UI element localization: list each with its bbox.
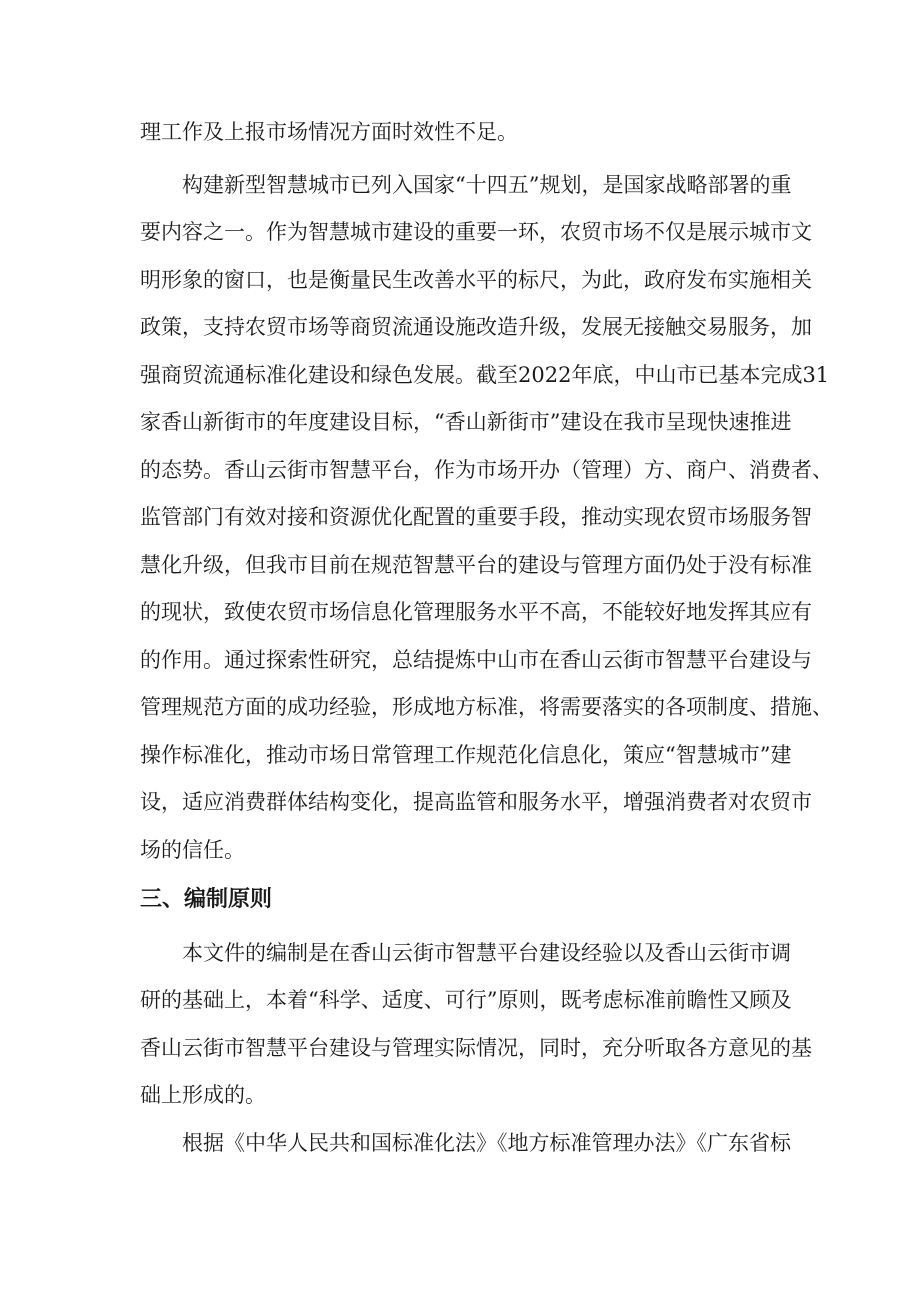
paragraph-smart-city-line: 家香山新街市的年度建设目标，“香山新街市”建设在我市呈现快速推进 bbox=[140, 410, 792, 434]
paragraph-principles-line: 香山云街市智慧平台建设与管理实际情况，同时，充分听取各方意见的基 bbox=[140, 1036, 812, 1060]
paragraph-principles-line: 研的基础上，本着“科学、适度、可行”原则，既考虑标准前瞻性又顾及 bbox=[140, 988, 792, 1012]
paragraph-smart-city-line: 强商贸流通标准化建设和绿色发展。截至2022年底，中山市已基本完成31 bbox=[140, 363, 830, 387]
paragraph-smart-city-line: 构建新型智慧城市已列入国家“十四五”规划，是国家战略部署的重 bbox=[182, 173, 792, 197]
paragraph-smart-city-line: 明形象的窗口，也是衡量民生改善水平的标尺，为此，政府发布实施相关 bbox=[140, 268, 812, 292]
paragraph-smart-city-line: 的现状，致使农贸市场信息化管理服务水平不高，不能较好地发挥其应有 bbox=[140, 600, 812, 624]
paragraph-smart-city-line: 设，适应消费群体结构变化，提高监管和服务水平，增强消费者对农贸市 bbox=[140, 790, 812, 814]
paragraph-principles-line: 础上形成的。 bbox=[140, 1083, 266, 1107]
paragraph-smart-city-line: 操作标准化，推动市场日常管理工作规范化信息化，策应“智慧城市”建 bbox=[140, 743, 792, 767]
paragraph-smart-city-line: 管理规范方面的成功经验，形成地方标准，将需要落实的各项制度、措施、 bbox=[140, 695, 833, 719]
section-heading: 三、编制原则 bbox=[140, 887, 273, 912]
paragraph-smart-city-line: 政策，支持农贸市场等商贸流通设施改造升级，发展无接触交易服务，加 bbox=[140, 315, 812, 339]
paragraph-smart-city-line: 的态势。香山云街市智慧平台，作为市场开办（管理）方、商户、消费者、 bbox=[140, 458, 833, 482]
paragraph-smart-city-line: 要内容之一。作为智慧城市建设的重要一环，农贸市场不仅是展示城市文 bbox=[140, 220, 812, 244]
paragraph-basis-line: 根据《中华人民共和国标准化法》《地方标准管理办法》《广东省标 bbox=[182, 1131, 791, 1155]
paragraph-continuation-line: 理工作及上报市场情况方面时效性不足。 bbox=[140, 120, 518, 144]
paragraph-smart-city-line: 慧化升级，但我市目前在规范智慧平台的建设与管理方面仍处于没有标准 bbox=[140, 553, 812, 577]
paragraph-smart-city-line: 场的信任。 bbox=[140, 838, 245, 862]
paragraph-smart-city-line: 监管部门有效对接和资源优化配置的重要手段，推动实现农贸市场服务智 bbox=[140, 505, 812, 529]
paragraph-principles-line: 本文件的编制是在香山云街市智慧平台建设经验以及香山云街市调 bbox=[182, 941, 791, 965]
paragraph-smart-city-line: 的作用。通过探索性研究，总结提炼中山市在香山云街市智慧平台建设与 bbox=[140, 648, 812, 672]
